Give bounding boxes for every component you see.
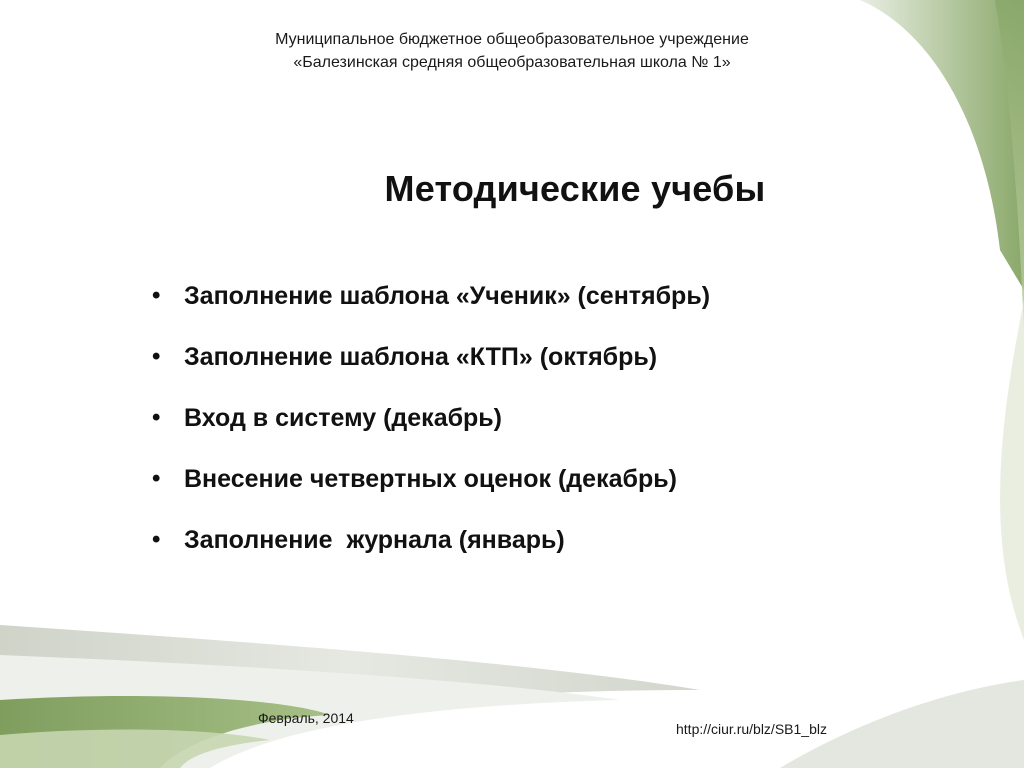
slide-title: Методические учебы <box>384 168 766 209</box>
bullet-text: Заполнение шаблона «КТП» (октябрь) <box>184 343 658 371</box>
bullet-text: Заполнение шаблона «Ученик» (сентябрь) <box>184 282 711 310</box>
bullet-text: Заполнение журнала (январь) <box>184 526 565 554</box>
bullet-item <box>152 335 710 396</box>
header-line-2: «Балезинская средняя общеобразовательная школа № 1» <box>293 54 731 71</box>
bullet-icon: • <box>152 282 161 309</box>
bullet-icon: • <box>152 526 161 553</box>
school-header <box>160 28 864 74</box>
footer-date: Февраль, 2014 <box>258 710 354 726</box>
bullet-item <box>152 518 710 579</box>
bullet-item <box>152 396 710 457</box>
bullet-item <box>152 457 710 518</box>
bullet-list <box>152 274 710 579</box>
right-side-swoosh <box>1000 300 1024 640</box>
footer-url: http://ciur.ru/blz/SB1_blz <box>676 721 827 737</box>
bullet-icon: • <box>152 465 161 492</box>
top-right-swoosh <box>860 0 1024 290</box>
bullet-text: Вход в систему (декабрь) <box>184 404 503 432</box>
bullet-item <box>152 274 710 335</box>
bullet-text: Внесение четвертных оценок (декабрь) <box>184 465 677 493</box>
bullet-icon: • <box>152 404 161 431</box>
bullet-icon: • <box>152 343 161 370</box>
header-line-1: Муниципальное бюджетное общеобразовательное учреждение <box>275 31 749 48</box>
